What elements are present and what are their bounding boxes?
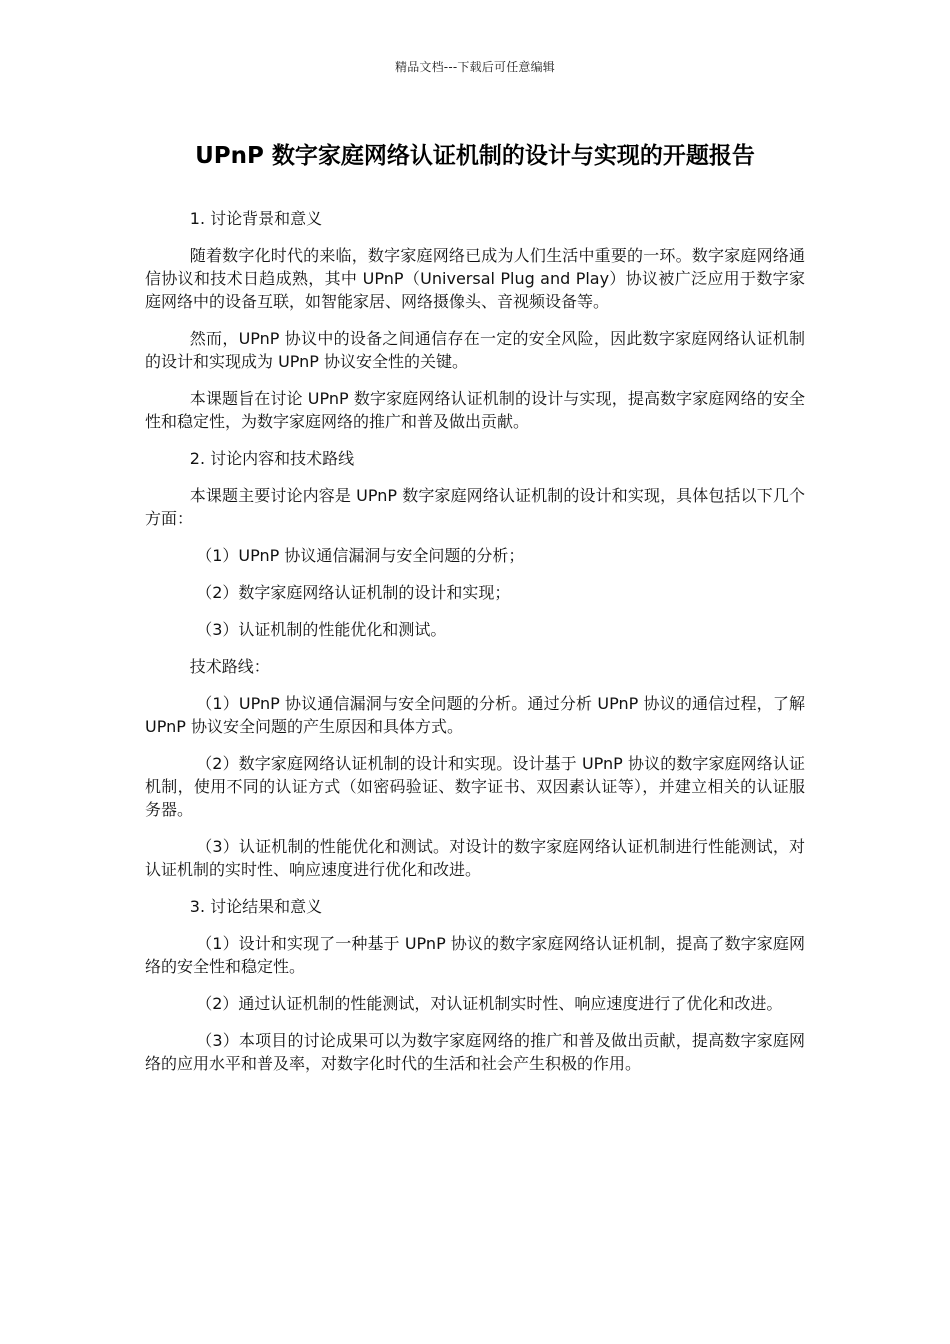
list-item-paragraph: （2）通过认证机制的性能测试，对认证机制实时性、响应速度进行了优化和改进。 [196, 994, 783, 1013]
list-item-paragraph: （1）设计和实现了一种基于 UPnP 协议的数字家庭网络认证机制，提高了数字家庭网络的安全性和稳定性。 [145, 934, 805, 976]
list-item-paragraph: （3）本项目的讨论成果可以为数字家庭网络的推广和普及做出贡献，提高数字家庭网络的应用水平和普及率，对数字化时代的生活和社会产生积极的作用。 [145, 1031, 805, 1073]
body-paragraph: 然而，UPnP 协议中的设备之间通信存在一定的安全风险，因此数字家庭网络认证机制的设计和实现成为 UPnP 协议安全性的关键。 [145, 329, 805, 371]
body-paragraph: 技术路线： [189, 657, 270, 676]
document-title: UPnP 数字家庭网络认证机制的设计与实现的开题报告 [195, 143, 755, 169]
list-item-paragraph: （1）UPnP 协议通信漏洞与安全问题的分析。通过分析 UPnP 协议的通信过程，了解 UPnP 协议安全问题的产生原因和具体方式。 [145, 694, 805, 736]
body-paragraph: 本课题旨在讨论 UPnP 数字家庭网络认证机制的设计与实现，提高数字家庭网络的安全性和稳定性，为数字家庭网络的推广和普及做出贡献。 [145, 389, 805, 431]
body-paragraph: 本课题主要讨论内容是 UPnP 数字家庭网络认证机制的设计和实现，具体包括以下几个方面： [145, 486, 805, 528]
header-note: 精品文档---下载后可任意编辑 [395, 60, 555, 74]
list-item-paragraph: （2）数字家庭网络认证机制的设计和实现。设计基于 UPnP 协议的数字家庭网络认证机制，使用不同的认证方式（如密码验证、数字证书、双因素认证等），并建立相关的认证服务器。 [145, 754, 805, 819]
list-item-paragraph: （3）认证机制的性能优化和测试。对设计的数字家庭网络认证机制进行性能测试，对认证机制的实时性、响应速度进行优化和改进。 [145, 837, 805, 879]
list-item-paragraph: （1）UPnP 协议通信漏洞与安全问题的分析； [196, 546, 525, 565]
list-item-paragraph: （2）数字家庭网络认证机制的设计和实现； [196, 583, 511, 602]
section-heading: 3. 讨论结果和意义 [189, 897, 323, 916]
section-heading: 1. 讨论背景和意义 [189, 209, 323, 228]
body-paragraph: 随着数字化时代的来临，数字家庭网络已成为人们生活中重要的一环。数字家庭网络通信协议和技术日趋成熟，其中 UPnP（Universal Plug and Play）协议被广泛应用于数字家庭网络中的设备互联，如智能家居、网络摄像头、音视频设备等。 [145, 246, 805, 311]
document-body [145, 207, 805, 1089]
section-heading: 2. 讨论内容和技术路线 [189, 449, 355, 468]
list-item-paragraph: （3）认证机制的性能优化和测试。 [196, 620, 447, 639]
